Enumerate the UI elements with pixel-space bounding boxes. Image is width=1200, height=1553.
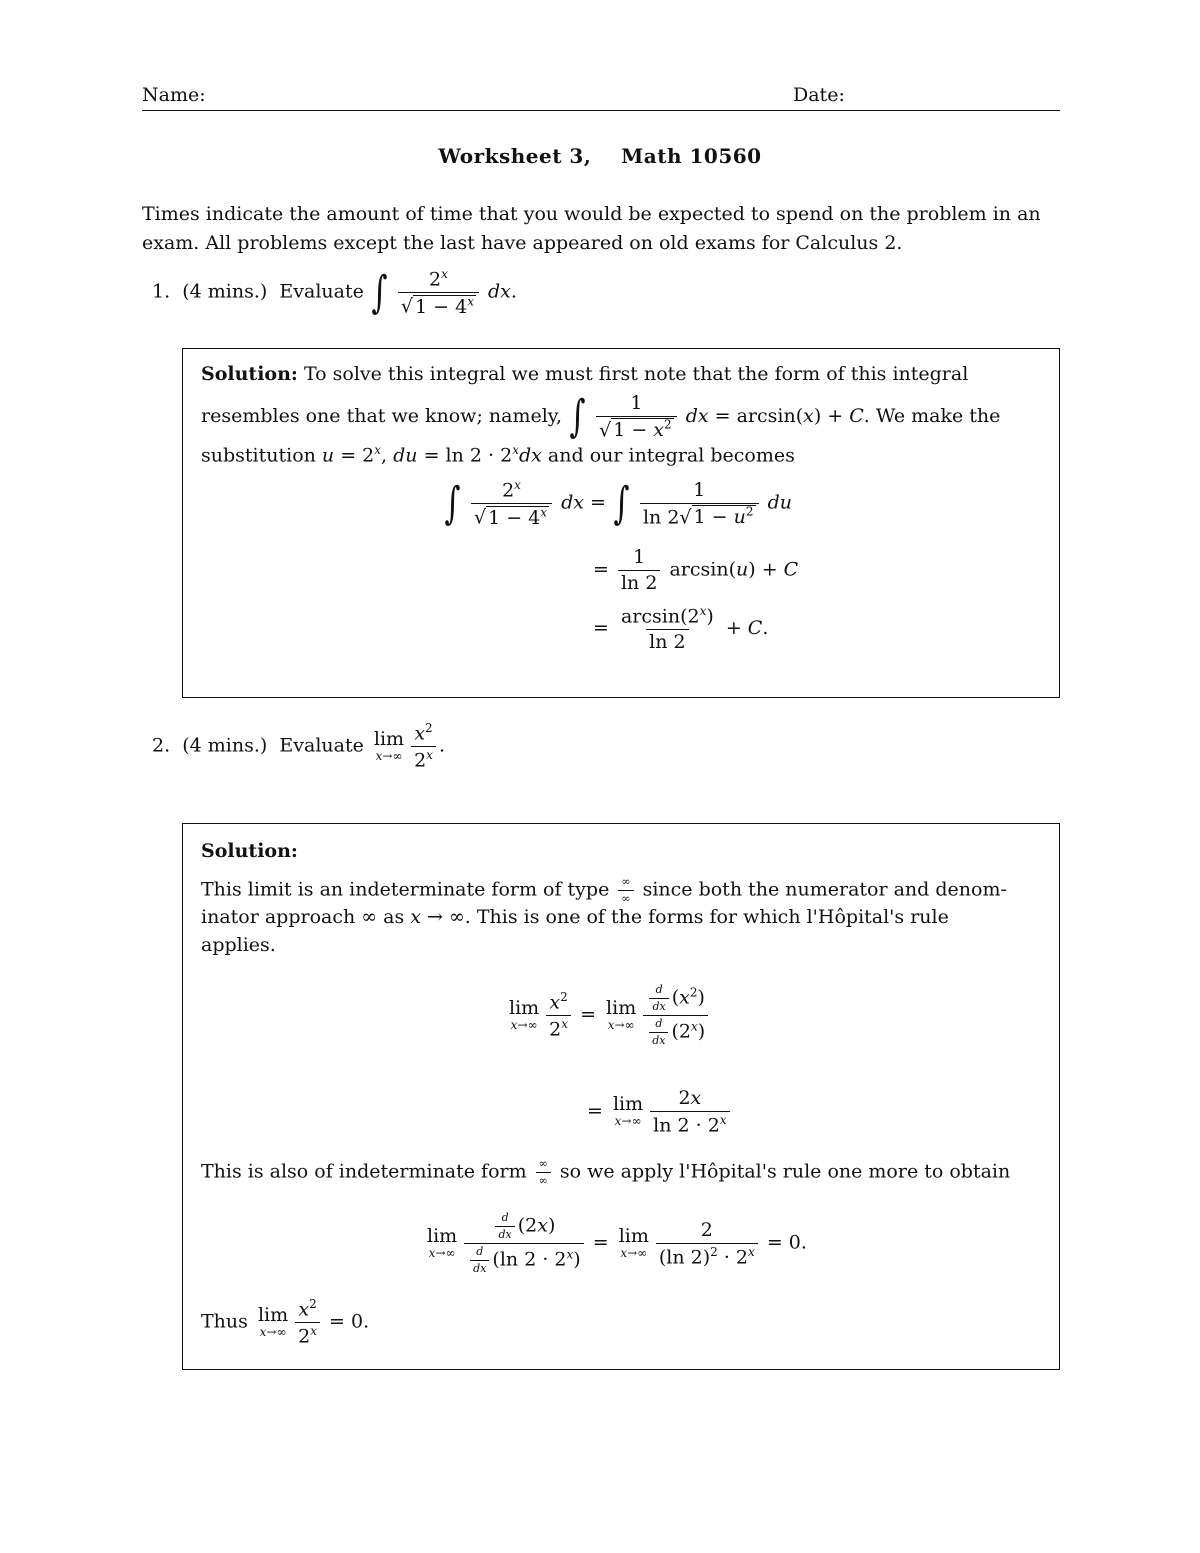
solution-1-text-a: To solve this integral we must first note that the form of this integral	[303, 363, 969, 385]
solution-2-text-d2: so we apply l'Hôpital's rule one more to obtain	[559, 1160, 1011, 1183]
solution-box-1: Solution: To solve this integral we must first note that the form of this integral resembles one that we know; namely, ∫ $\frac{1}{√ 1 - x^2}$ dx = arcsin(x) + C. We make the substitution $u = 2^x$, du = $\ln 2 \cdot 2^xdx$ and our integral becomes ∫ $\frac{2^x}{√ 1 - 4^x}$ dx = ∫ $\frac{1}{\ln 2√ 1 - u^2}$ du = $\frac{1}{\ln 2}$ arcsin(u) + C = $\frac{\arcsin(2^x)}{\ln 2}$ + C.	[182, 348, 1060, 698]
date-label: Date:	[793, 84, 845, 106]
solution-1-text-b: resembles one that we know; namely,	[201, 405, 563, 428]
problem-1-number: 1.	[152, 280, 171, 303]
solution-2-text-b2: This is one of the forms for which l'Hôpital's rule	[476, 906, 949, 928]
solution-1-text-e: and our integral becomes	[547, 444, 795, 467]
problem-1-time: (4 mins.)	[182, 280, 268, 303]
name-label: Name:	[142, 84, 206, 106]
solution-box-2: Solution: This limit is an indeterminate form of type $\frac{\infty}{\infty}$ since both the numerator and denom- inator approach ∞ as x → ∞. This is one of the forms for which l'Hôpital's rule applies. lim x→∞ $\frac{x^2}{2^x}$ = lim x→∞ $\frac{d}{dx}$ $(x^2)$ $\frac{d}{dx}$ $(2^x)$ = lim x→∞ $\frac{2x}{\ln 2 \cdot 2^x}$ This is also of indeterminate form $\frac{\infty}{\infty}$ so we apply l'Hôpital's rule one more to obtain lim x→∞ $\frac{d}{dx}$ (2x) $\frac{d}{dx}$ (ln $2 \cdot 2^x$) = lim x→∞ $\frac{2}{(\ln 2)^2 \cdot 2^x}$ = 0. Thus lim x→∞ $\frac{x^2}{2^x}$ = 0.	[182, 823, 1060, 1370]
intro-paragraph: Times indicate the amount of time that you would be expected to spend on the problem in an exam. All problems except the last have appeared on old exams for Calculus 2.	[142, 203, 1041, 254]
solution-1-equation-line-3: = $\frac{\arcsin(2^x)}{\ln 2}$ + C.	[593, 604, 769, 654]
integral-sign: ∫	[371, 266, 388, 318]
solution-2-label: Solution:	[201, 840, 298, 862]
problem-1-integrand: $\frac{2^x}{√ 1 - 4^x}$	[398, 268, 479, 317]
solution-2-text-a2: since both the numerator and denom-	[642, 878, 1007, 901]
solution-1-equation-line-1: ∫ $\frac{2^x}{√ 1 - 4^x}$ dx = ∫ $\frac{1}{\ln 2√ 1 - u^2}$ du	[444, 477, 792, 529]
problem-2-time: (4 mins.)	[182, 734, 268, 757]
problem-2-verb: Evaluate	[279, 734, 364, 757]
problem-2-number: 2.	[152, 734, 171, 757]
solution-2-text-c: applies.	[201, 934, 276, 956]
solution-2-equation-line-3: lim x→∞ $\frac{d}{dx}$ (2x) $\frac{d}{dx}$ (ln $2 \cdot 2^x$) = lim x→∞ $\frac{2}{(\ln 2)^2 \cdot 2^x}$ = 0.	[427, 1211, 807, 1276]
solution-2-equation-line-2: = lim x→∞ $\frac{2x}{\ln 2 \cdot 2^x}$	[587, 1088, 733, 1136]
solution-1-equation-line-2: = $\frac{1}{\ln 2}$ arcsin(u) + C	[593, 546, 799, 594]
solution-2-text-b: inator approach ∞ as	[201, 906, 405, 928]
problem-1-statement: 1. (4 mins.) Evaluate ∫ $\frac{2^x}{√ 1 - 4^x}$ dx.	[152, 266, 517, 318]
solution-2-text-a: This limit is an indeterminate form of type	[201, 878, 610, 901]
solution-2-conclusion: Thus lim x→∞ $\frac{x^2}{2^x}$ = 0.	[201, 1297, 370, 1348]
problem-1-verb: Evaluate	[279, 280, 364, 303]
problem-2-statement: 2. (4 mins.) Evaluate lim x→∞ $\frac{x^2}{2^x}$ .	[152, 721, 445, 772]
solution-1-text-c: We make the	[875, 405, 1001, 428]
solution-2-equation-line-1: lim x→∞ $\frac{x^2}{2^x}$ = lim x→∞ $\frac{d}{dx}$ $(x^2)$ $\frac{d}{dx}$ (2$^x$)	[505, 984, 711, 1047]
page-title: Worksheet 3, Math 10560	[438, 144, 762, 168]
solution-1-label: Solution:	[201, 363, 298, 385]
solution-1-text-d: substitution	[201, 444, 316, 467]
header-rule	[142, 110, 1060, 111]
solution-2-thus: Thus	[201, 1310, 248, 1333]
solution-2-text-d: This is also of indeterminate form	[201, 1160, 527, 1183]
